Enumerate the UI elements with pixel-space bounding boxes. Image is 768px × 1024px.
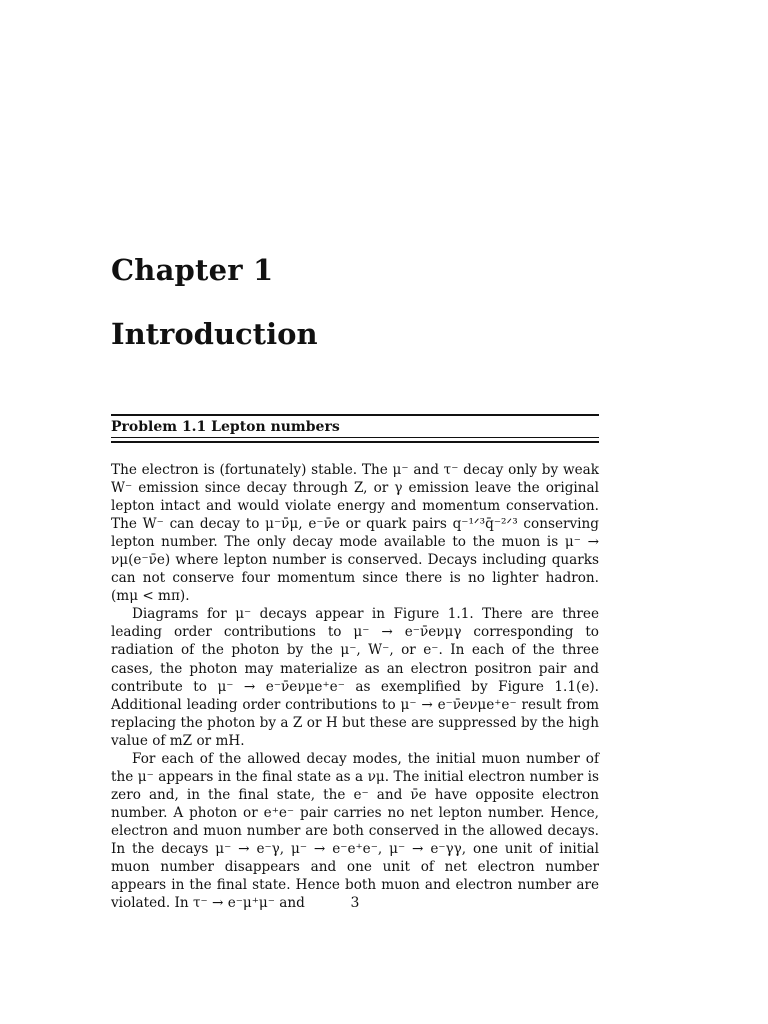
bottom-rule-thin [111, 437, 599, 438]
paragraph-1: The electron is (fortunately) stable. The μ⁻ and τ⁻ decay only by weak W⁻ emission since decay through Z, or γ emission leave the original lepton intact and would violate energy and momentum conservation. The W⁻ can decay to μ⁻ν̄μ, e⁻ν̄e or quark pairs q⁻¹ᐟ³q̄⁻²ᐟ³ conserving lepton number. The only decay mode available to the muon is μ⁻ → νμ(e⁻ν̄e) where lepton number is conserved. Decays including quarks can not conserve four momentum since there is no lighter hadron. (mμ < mπ). [111, 462, 599, 605]
problem-heading-box [111, 414, 599, 443]
paragraph-3: For each of the allowed decay modes, the initial muon number of the μ⁻ appears in the final state as a νμ. The initial electron number is zero and, in the final state, the e⁻ and ν̄e have opposite electron number. A photon or e⁺e⁻ pair carries no net lepton number. Hence, electron and muon number are both conserved in the allowed decays. In the decays μ⁻ → e⁻γ, μ⁻ → e⁻e⁺e⁻, μ⁻ → e⁻γγ, one unit of initial muon number disappears and one unit of net electron number appears in the final state. Hence both muon and electron number are violated. In τ⁻ → e⁻μ⁺μ⁻ and [111, 750, 599, 912]
bottom-rule-thick [111, 441, 599, 443]
chapter-title: Introduction [111, 317, 318, 351]
paragraph-2: Diagrams for μ⁻ decays appear in Figure 1.1. There are three leading order contributions to μ⁻ → e⁻ν̄eνμγ corresponding to radiation of the photon by the μ⁻, W⁻, or e⁻. In each of the three cases, the photon may materialize as an electron positron pair and contribute to μ⁻ → e⁻ν̄eνμe⁺e⁻ as exemplified by Figure 1.1(e). Additional leading order contributions to μ⁻ → e⁻ν̄eνμe⁺e⁻ result from replacing the photon by a Z or H but these are suppressed by the high value of mZ or mH. [111, 606, 599, 749]
chapter-label: Chapter 1 [111, 253, 274, 287]
body-text [111, 461, 599, 912]
problem-heading: Problem 1.1 Lepton numbers [111, 419, 340, 435]
page-number: 3 [350, 895, 360, 911]
